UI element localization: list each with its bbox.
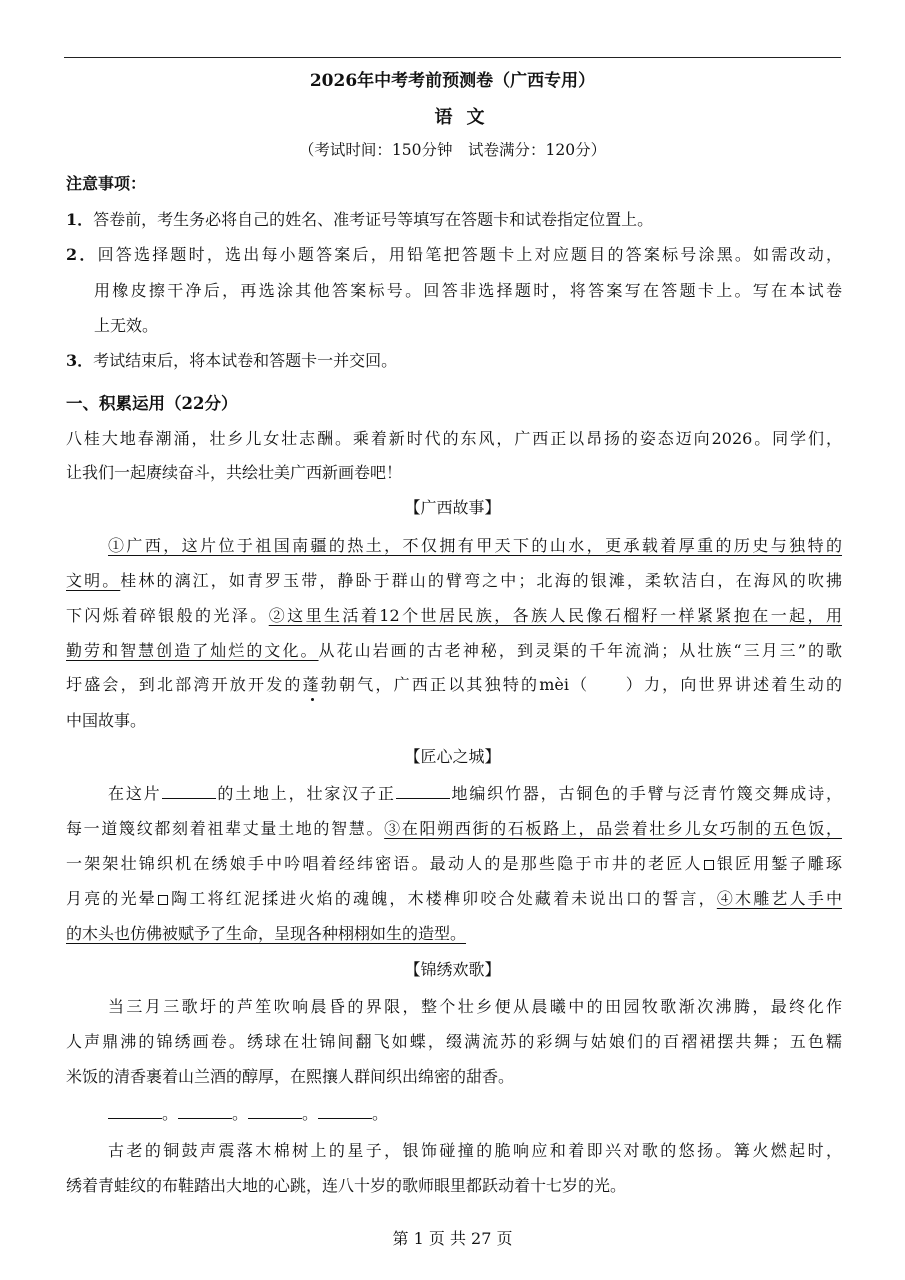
punctuation-box[interactable] (158, 895, 168, 905)
story1-line: 勤劳和智慧创造了灿烂的文化。从花山岩画的古老神秘，到灵渠的千年流淌；从壮族“三月三”的歌 (66, 641, 842, 660)
note-item-2-cont: 用橡皮擦干净后，再选涂其他答案标号。回答非选择题时，将答案写在答题卡上。写在本试卷 (94, 281, 842, 300)
note-item-2-cont: 上无效。 (94, 316, 159, 335)
story3-line: 人声鼎沸的锦绣画卷。绣球在壮锦间翻飞如蝶，缀满流苏的彩绸与姑娘们的百褶裙摆共舞；五色糯 (66, 1032, 842, 1051)
answer-blank[interactable] (396, 784, 450, 799)
section-intro: 让我们一起赓续奋斗，共绘壮美广西新画卷吧！ (66, 463, 403, 482)
note-number: 2． (66, 245, 98, 264)
page-footer: 第 1 页 共 27 页 (392, 1229, 513, 1248)
answer-blank[interactable] (178, 1104, 232, 1119)
exam-title: 2026年中考考前预测卷（广西专用） (309, 71, 596, 91)
story1-line: 中国故事。 (66, 711, 147, 730)
story1-line: 下闪烁着碎银般的光泽。②这里生活着12个世居民族，各族人民像石榴籽一样紧紧抱在一起，用 (66, 606, 842, 625)
top-rule (64, 57, 841, 58)
story1-line: 圩盛会，到北部湾开放开发的蓬勃朝气，广西正以其独特的mèi（ ）力，向世界讲述着生动的 (66, 675, 842, 694)
note-item-1 (66, 209, 842, 231)
story-heading: 【广西故事】 (404, 498, 501, 517)
story1-line: ①广西，这片位于祖国南疆的热土，不仅拥有甲天下的山水，更承载着厚重的历史与独特的 (108, 536, 842, 555)
section-heading: 一、积累运用（22分） (66, 394, 238, 413)
notes-heading: 注意事项： (66, 174, 147, 193)
story3-line: 当三月三歌圩的芦笙吹响晨昏的界限，整个壮乡便从晨曦中的田园牧歌渐次沸腾，最终化作 (108, 997, 842, 1016)
story2-line: 一架架壮锦织机在绣娘手中吟唱着经纬密语。最动人的是那些隐于市井的老匠人 银匠用錾子雕琢 (66, 854, 842, 873)
story3-line: 绣着青蛙纹的布鞋踏出大地的心跳，连八十岁的歌师眼里都跃动着十七岁的光。 (66, 1176, 627, 1195)
answer-blank[interactable] (318, 1104, 372, 1119)
section-intro: 八桂大地春潮涌，壮乡儿女壮志酬。乘着新时代的东风，广西正以昂扬的姿态迈向2026。同学们， (66, 429, 842, 448)
note-text: 回答选择题时，选出每小题答案后，用铅笔把答题卡上对应题目的答案标号涂黑。如需改动， (97, 245, 842, 264)
note-item-3 (66, 350, 842, 372)
note-number: 1． (66, 210, 94, 229)
story2-line: 每一道篾纹都刻着祖辈丈量土地的智慧。③在阳朔西街的石板路上，品尝着壮乡儿女巧制的五色饭， (66, 819, 842, 838)
answer-blank[interactable] (162, 784, 216, 799)
story3-line: 古老的铜鼓声震落木棉树上的星子，银饰碰撞的脆响应和着即兴对歌的悠扬。篝火燃起时， (108, 1141, 842, 1160)
exam-info: （考试时间：150分钟 试卷满分：120分） (298, 141, 607, 159)
note-text: 答卷前，考生务必将自己的姓名、准考证号等填写在答题卡和试卷指定位置上。 (93, 210, 654, 229)
note-text: 考试结束后，将本试卷和答题卡一并交回。 (93, 351, 398, 370)
punctuation-box[interactable] (704, 860, 714, 870)
answer-blank[interactable] (108, 1104, 162, 1119)
story3-blanks: 。 。 。 。 (108, 1103, 884, 1125)
story-heading: 【锦绣欢歌】 (404, 960, 501, 979)
story2-line: 的木头也仿佛被赋予了生命，呈现各种栩栩如生的造型。 (66, 924, 467, 943)
note-item-2 (66, 244, 842, 266)
answer-blank[interactable] (248, 1104, 302, 1119)
story2-line: 月亮的光晕 陶工将红泥揉进火焰的魂魄，木楼榫卯咬合处藏着未说出口的誓言，④木雕艺人手中 (66, 889, 842, 908)
emphasis-dot-char: 蓬 (302, 675, 321, 694)
story1-line: 文明。桂林的漓江，如青罗玉带，静卧于群山的臂弯之中；北海的银滩，柔软洁白，在海风的吹拂 (66, 571, 842, 590)
story3-line: 米饭的清香裹着山兰酒的醇厚，在熙攘人群间织出绵密的甜香。 (66, 1067, 515, 1086)
subject-title: 语文 (434, 107, 499, 128)
note-number: 3． (66, 351, 94, 370)
story2-line: 在这片 的土地上，壮家汉子正 地编织竹器，古铜色的手臂与泛青竹篾交舞成诗， (108, 784, 842, 803)
story-heading: 【匠心之城】 (404, 747, 501, 766)
